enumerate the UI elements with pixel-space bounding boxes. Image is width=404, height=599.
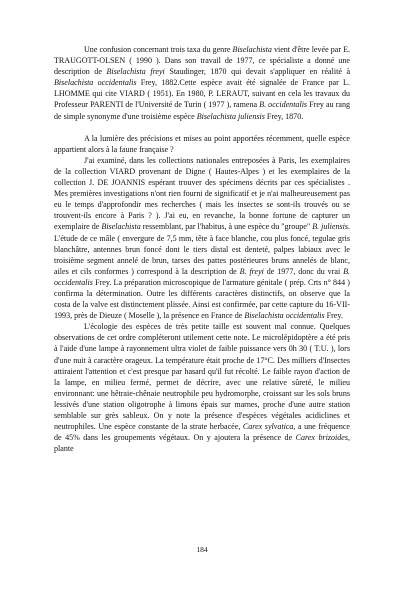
paragraph bbox=[54, 44, 350, 122]
italic-text: B. occidentalis bbox=[259, 100, 308, 110]
text-run: de 1977, donc du vrai bbox=[263, 266, 344, 276]
italic-text: B. freyi bbox=[239, 266, 264, 276]
paragraph bbox=[54, 133, 350, 155]
text-run: . L'étude de ce mâle ( envergure de 7,5 mm, tête à face blanche, cou plus foncé, tegulae gris blanchâtre, antennes brun foncé dont le tiers distal est denteté, palpes labiaux avec le troisième segment annelé de brun, tarses des pattes postérieures bruns annelés de blanc, ailes et cils conformes ) correspond à la description de bbox=[54, 222, 350, 276]
italic-text: Biselachista occidentalis bbox=[54, 78, 137, 88]
italic-text: B. occidentalis bbox=[54, 266, 351, 287]
italic-text: Biselachista bbox=[101, 222, 141, 232]
text-run: L'écologie des espèces de très petite taille est souvent mal connue. Quelques observations de cet ordre compléteront utilement cette note. Le microlépidoptère a été pris à l'aide d'une lampe à rayonnement ultra violet de faible puissance vers 0h 30 ( T.U. ), lors d'une nuit à caractère orageux. La température était proche de 17°C. Des milliers d'Insectes attiraient l'attention et c'est presque par hasard qu'il fut récolté. Le faible rayon d'action de la lampe, en milieu fermé, permet de décrire, avec une relative sûreté, le milieu environnant: une hêtraie-chênaie neutrophile peu hydromorphe, croissant sur les sols bruns lessivés d'une station oligotrophe à limons épais sur marnes, proche d'une autre station semblable sur grès sableux. On y note la présence d'espèces végétales acidiclines et neutrophiles. Une espèce constante de la strate herbacée, bbox=[54, 322, 350, 432]
text-run: Frey. La préparation microscopique de l'armature génitale ( prép. Crts n° 844 ) confirma la détermination. Outre les différents caractères distinctifs, on observe que la costa de la valve est distinctement plissée. Ainsi est confirmée, par cette capture du 16-VII-1993, près de Dieuze ( Moselle ), la présence en France de bbox=[54, 277, 350, 321]
paragraph bbox=[54, 321, 350, 454]
text-run: , a une fréquence de 45% dans les groupements végétaux. On y ajoutera la présence de bbox=[54, 422, 351, 443]
page-number: 184 bbox=[196, 545, 208, 554]
italic-text: Biselachista bbox=[232, 45, 272, 54]
italic-text: B. juliensis bbox=[312, 222, 348, 232]
italic-text: Biselachista occidentalis bbox=[244, 311, 325, 321]
text-run: Frey. bbox=[324, 311, 343, 321]
body-text bbox=[54, 44, 350, 454]
text-run: Une confusion concernant trois taxa du genre bbox=[84, 45, 233, 54]
italic-text: Biselachista juliensis bbox=[196, 111, 265, 121]
paragraph bbox=[54, 155, 350, 321]
italic-text: Carex sylvatica bbox=[242, 422, 294, 432]
text-run: , plante bbox=[54, 433, 350, 454]
text-run: vient d'être levée par E. TRAUGOTT-OLSEN ( 1990 ). Dans son travail de 1977, ce spécialiste a donné une description de bbox=[54, 45, 350, 77]
text-run: J'ai examiné, dans les collections nationales entreposées à Paris, les exemplaires de la collection VIARD provenant de Digne ( Hautes-Alpes ) et les exemplaires de la collection J. DE JOANNIS espérant trouver des spécimens décrits par ces spécialistes . Mes premières investigations n'ont rien fourni de significatif et je n'ai malheureusement pas eu le temps d'approfondir mes recherches ( mais les insectes se sont-ils trouvés ou se trouvent-ils encore à Paris ? ). J'ai eu, en revanche, la bonne fortune de capturer un exemplaire de bbox=[54, 155, 350, 232]
text-run: Frey au rang de simple synonyme d'une troisième espèce bbox=[54, 100, 350, 121]
text-run: Staudinger, 1870 qui devait s'appliquer en réalité à bbox=[164, 67, 351, 77]
text-run: A la lumière des précisions et mises au point apportées récemment, quelle espèce appartient alors à la faune française ? bbox=[54, 133, 350, 154]
text-run: Frey, 1882.Cette espèce avait été signalée de France par L. LHOMME qui cite VIARD ( 1951). En 1980, P. LERAUT, suivant en cela les travaux du Professeur PARENTI de l'Université de Turin ( 1977 ), ramena bbox=[54, 78, 350, 110]
italic-text: Carex brizoides bbox=[295, 433, 348, 443]
italic-text: Biselachista freyi bbox=[106, 67, 165, 77]
text-run: ressemblant, par l'habitus, à une espèce du "groupe" bbox=[140, 222, 313, 232]
text-run: Frey, 1870. bbox=[264, 111, 304, 121]
